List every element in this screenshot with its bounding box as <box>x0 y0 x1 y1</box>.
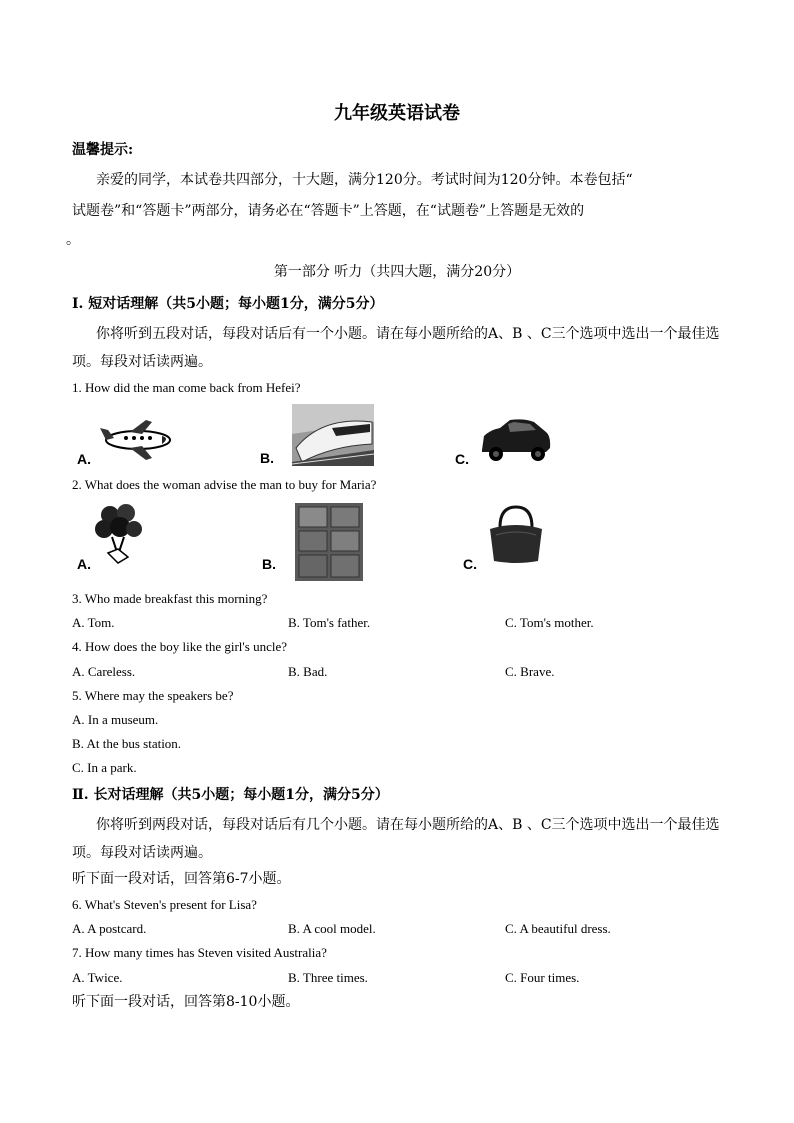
q2-option-b-label: B. <box>262 556 276 572</box>
section2-heading: Ⅱ. 长对话理解（共5小题；每小题1分，满分5分） <box>72 787 389 803</box>
train-image <box>292 404 374 466</box>
q1-option-c-label: C. <box>455 451 469 467</box>
q2-option-c-label: C. <box>463 556 477 572</box>
q3-option-a: A. Tom. <box>72 615 115 630</box>
question-2-text: 2. What does the woman advise the man to buy for Maria? <box>72 477 377 492</box>
tip-line-2: 试题卷”和“答题卡”两部分，请务必在“答题卡”上答题，在“试题卷”上答题是无效的 <box>72 203 585 219</box>
tip-heading: 温馨提示: <box>72 142 134 158</box>
flowers-icon <box>94 503 142 565</box>
q6-option-a: A. A postcard. <box>72 921 147 936</box>
section1-intro-line1: 你将听到五段对话，每段对话后有一个小题。请在每小题所给的A、B 、C三个选项中选出一个最佳选 <box>96 326 720 342</box>
q5-option-b: B. At the bus station. <box>72 736 182 751</box>
q7-option-b: B. Three times. <box>288 970 368 985</box>
airplane-icon <box>100 418 176 462</box>
q5-option-a: A. In a museum. <box>72 712 159 727</box>
tip-line-1: 亲爱的同学，本试卷共四部分，十大题，满分120分。考试时间为120分钟。本卷包括“ <box>96 172 633 188</box>
q1-option-b-label: B. <box>260 450 274 466</box>
handbag-icon <box>486 505 546 565</box>
q7-option-a: A. Twice. <box>72 970 123 985</box>
question-3-text: 3. Who made breakfast this morning? <box>72 591 268 606</box>
q5-option-c: C. In a park. <box>72 760 137 775</box>
chocolate-image <box>295 503 363 581</box>
q7-option-c: C. Four times. <box>505 970 580 985</box>
q3-option-b: B. Tom's father. <box>288 615 371 630</box>
page-title: 九年级英语试卷 <box>334 103 460 124</box>
q4-option-b: B. Bad. <box>288 664 328 679</box>
q6-option-b: B. A cool model. <box>288 921 376 936</box>
q2-option-a-label: A. <box>77 556 91 572</box>
listen-instruction-1: 听下面一段对话，回答第6-7小题。 <box>72 871 291 887</box>
car-icon <box>480 416 552 462</box>
q4-option-c: C. Brave. <box>505 664 555 679</box>
q3-option-c: C. Tom's mother. <box>505 615 594 630</box>
question-1-text: 1. How did the man come back from Hefei? <box>72 380 301 395</box>
question-5-text: 5. Where may the speakers be? <box>72 688 234 703</box>
question-7-text: 7. How many times has Steven visited Australia? <box>72 945 327 960</box>
section2-intro-line2: 项。每段对话读两遍。 <box>72 845 212 861</box>
section1-heading: Ⅰ. 短对话理解（共5小题；每小题1分，满分5分） <box>72 296 384 312</box>
section2-intro-line1: 你将听到两段对话，每段对话后有几个小题。请在每小题所给的A、B 、C三个选项中选出一个最佳选 <box>96 817 720 833</box>
listen-instruction-2: 听下面一段对话，回答第8-10小题。 <box>72 994 300 1010</box>
question-4-text: 4. How does the boy like the girl's uncle? <box>72 639 287 654</box>
q6-option-c: C. A beautiful dress. <box>505 921 611 936</box>
part1-heading: 第一部分 听力（共四大题，满分20分） <box>273 264 521 280</box>
section1-intro-line2: 项。每段对话读两遍。 <box>72 354 212 370</box>
q4-option-a: A. Careless. <box>72 664 136 679</box>
tip-line-3: 。 <box>66 232 80 248</box>
q1-option-a-label: A. <box>77 451 91 467</box>
question-6-text: 6. What's Steven's present for Lisa? <box>72 897 257 912</box>
